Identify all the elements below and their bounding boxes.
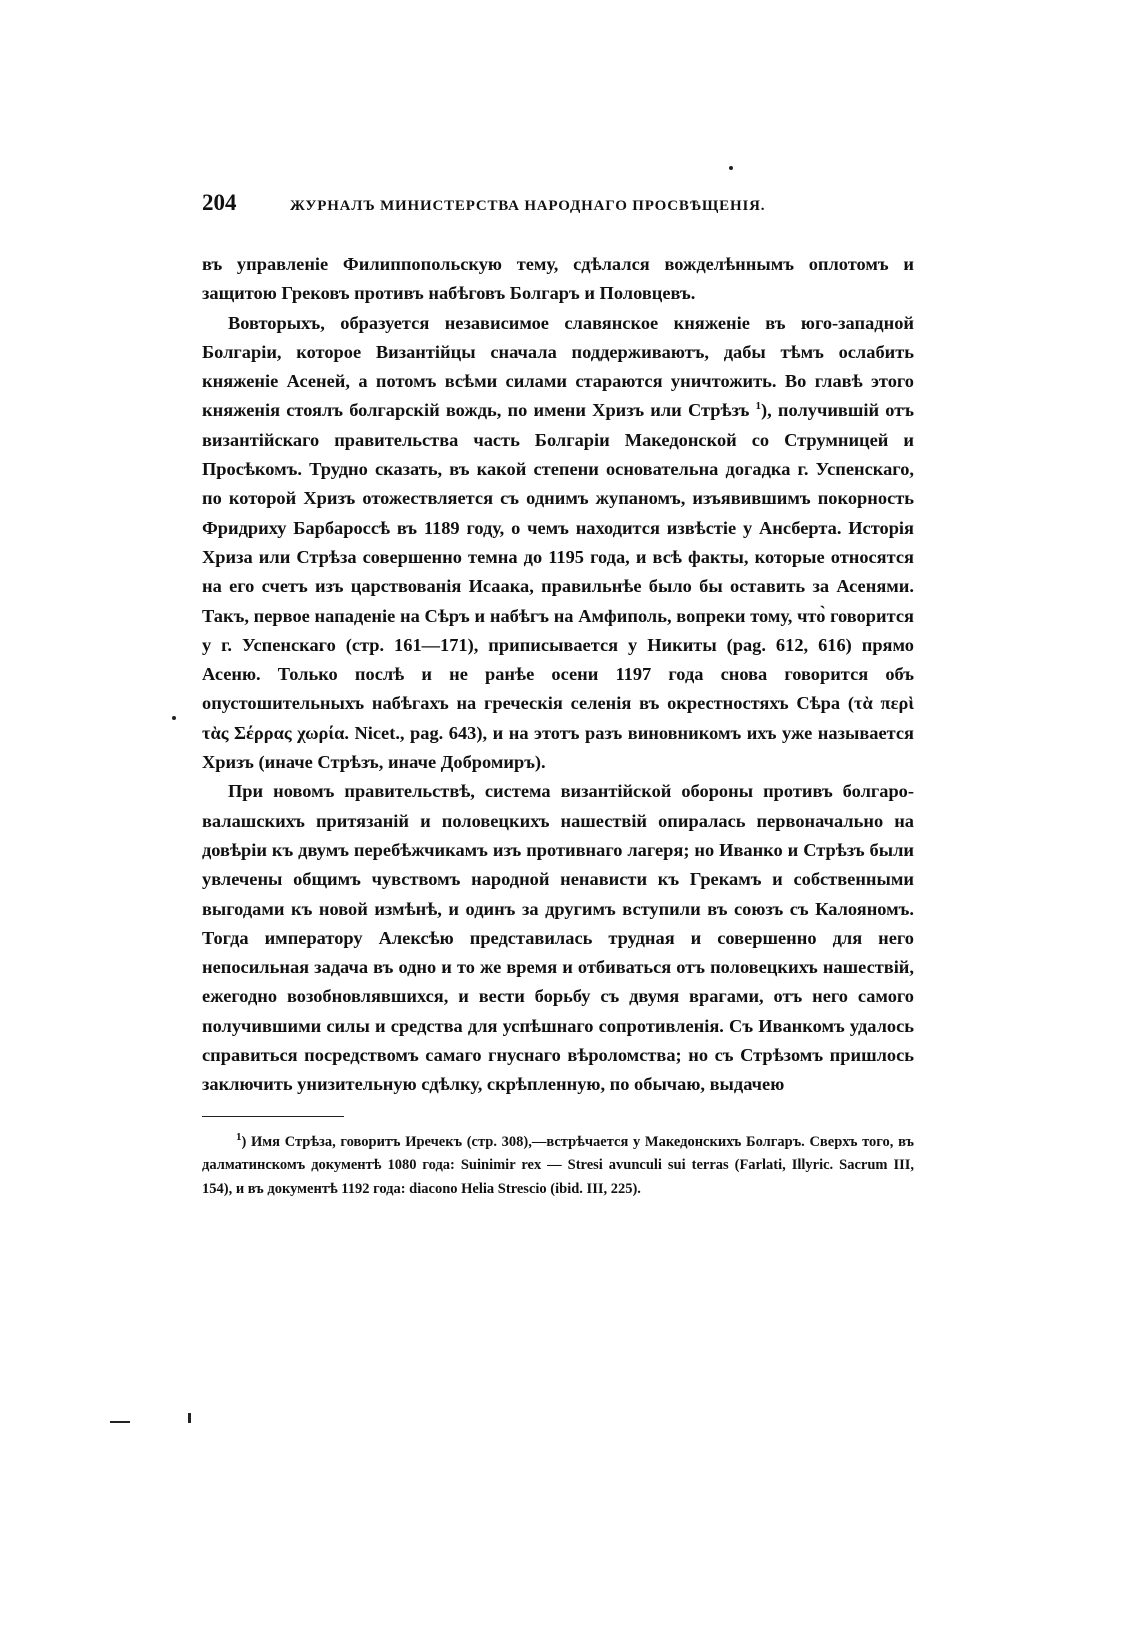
footnote-marker: 1 xyxy=(236,1130,242,1143)
footnote xyxy=(202,1131,914,1202)
margin-mark xyxy=(188,1413,191,1423)
footnote-text: ) Имя Стрѣза, говоритъ Иречекъ (стр. 308),—встрѣчается у Македонскихъ Болгаръ. Сверхъ того, въ далматинскомъ документѣ 1080 года: Suinimir rex — Stresi avunculi sui terras (Farlati, Illyric. Sacrum III, 154), и въ документѣ 1192 года: diacono Helia Strescio (ibid. III, 225). xyxy=(202,1133,914,1197)
ink-speck xyxy=(729,166,733,170)
paragraph-3: При новомъ правительствѣ, система византійской обороны противъ болгаро-валашскихъ притязаній и половецкихъ нашествій опиралась первоначально на довѣріи къ двумъ перебѣжчикамъ изъ противнаго лагеря; но Иванко и Стрѣзъ были увлечены общимъ чувствомъ народной ненависти къ Грекамъ и собственными выгодами къ новой измѣнѣ, и одинъ за другимъ вступили въ союзъ съ Калояномъ. Тогда императору Алексѣю представилась трудная и совершенно для него непосильная задача въ одно и то же время и отбиваться отъ половецкихъ нашествій, ежегодно возобновлявшихся, и вести борьбу съ двумя врагами, отъ него самого получившими силы и средства для успѣшнаго сопротивленія. Съ Иванкомъ удалось справиться посредствомъ самаго гнуснаго вѣроломства; но съ Стрѣзомъ пришлось заключить унизительную сдѣлку, скрѣпленную, по обычаю, выдачею xyxy=(202,781,914,1095)
paragraph-2-part-1: Вовторыхъ, образуется независимое славянское княженіе въ юго-западной Болгаріи, которое Византійцы сначала поддерживаютъ, дабы тѣмъ ослабить княженіе Асеней, а потомъ всѣми силами стараются уничтожить. Во главѣ этого княженія стоялъ болгарскій вождь, по имени Хризъ или Стрѣзъ xyxy=(202,312,914,421)
paragraph-1: въ управленіе Филиппопольскую тему, сдѣлался вожделѣннымъ оплотомъ и защитою Грековъ противъ набѣговъ Болгаръ и Половцевъ. xyxy=(202,254,914,304)
paragraph-2-part-2: ), получившій отъ византійскаго правительства часть Болгаріи Македонской со Струмницей и Просѣкомъ. Трудно сказать, въ какой степени основательна догадка г. Успенскаго, по которой Хризъ отожествляется съ однимъ жупаномъ, изъявившимъ покорность Фридриху Барбароссѣ въ 1189 году, о чемъ находится извѣстіе у Ансберта. Исторія Хриза или Стрѣза совершенно темна до 1195 года, и всѣ факты, которые относятся на его счетъ изъ царствованія Исаака, правильнѣе было бы оставить за Асенями. Такъ, первое нападеніе на Сѣръ и набѣгъ на Амфиполь, вопреки тому, что̀ говорится у г. Успенскаго (стр. 161—171), приписывается у Никиты (pag. 612, 616) прямо Асеню. Только послѣ и не ранѣе осени 1197 года снова говорится объ опустошительныхъ набѣгахъ на греческія селенія въ окрестностяхъ Сѣра (τὰ περὶ τὰς Σέρρας χωρία. Nicet., pag. 643), и на этотъ разъ виновникомъ ихъ уже называется Хризъ (иначе Стрѣзъ, иначе Добромиръ). xyxy=(202,400,914,773)
paragraph-2 xyxy=(202,309,914,778)
footnote-reference[interactable]: 1 xyxy=(755,400,761,413)
page-number: 204 xyxy=(202,190,237,215)
footnote-divider xyxy=(202,1116,344,1117)
journal-title: ЖУРНАЛЪ МИНИСТЕРСТВА НАРОДНАГО ПРОСВѢЩЕНІЯ. xyxy=(290,198,766,214)
running-head xyxy=(202,190,914,220)
margin-mark xyxy=(110,1421,130,1423)
ink-speck xyxy=(172,716,176,720)
book-page xyxy=(202,190,914,1201)
main-text xyxy=(202,250,914,1100)
